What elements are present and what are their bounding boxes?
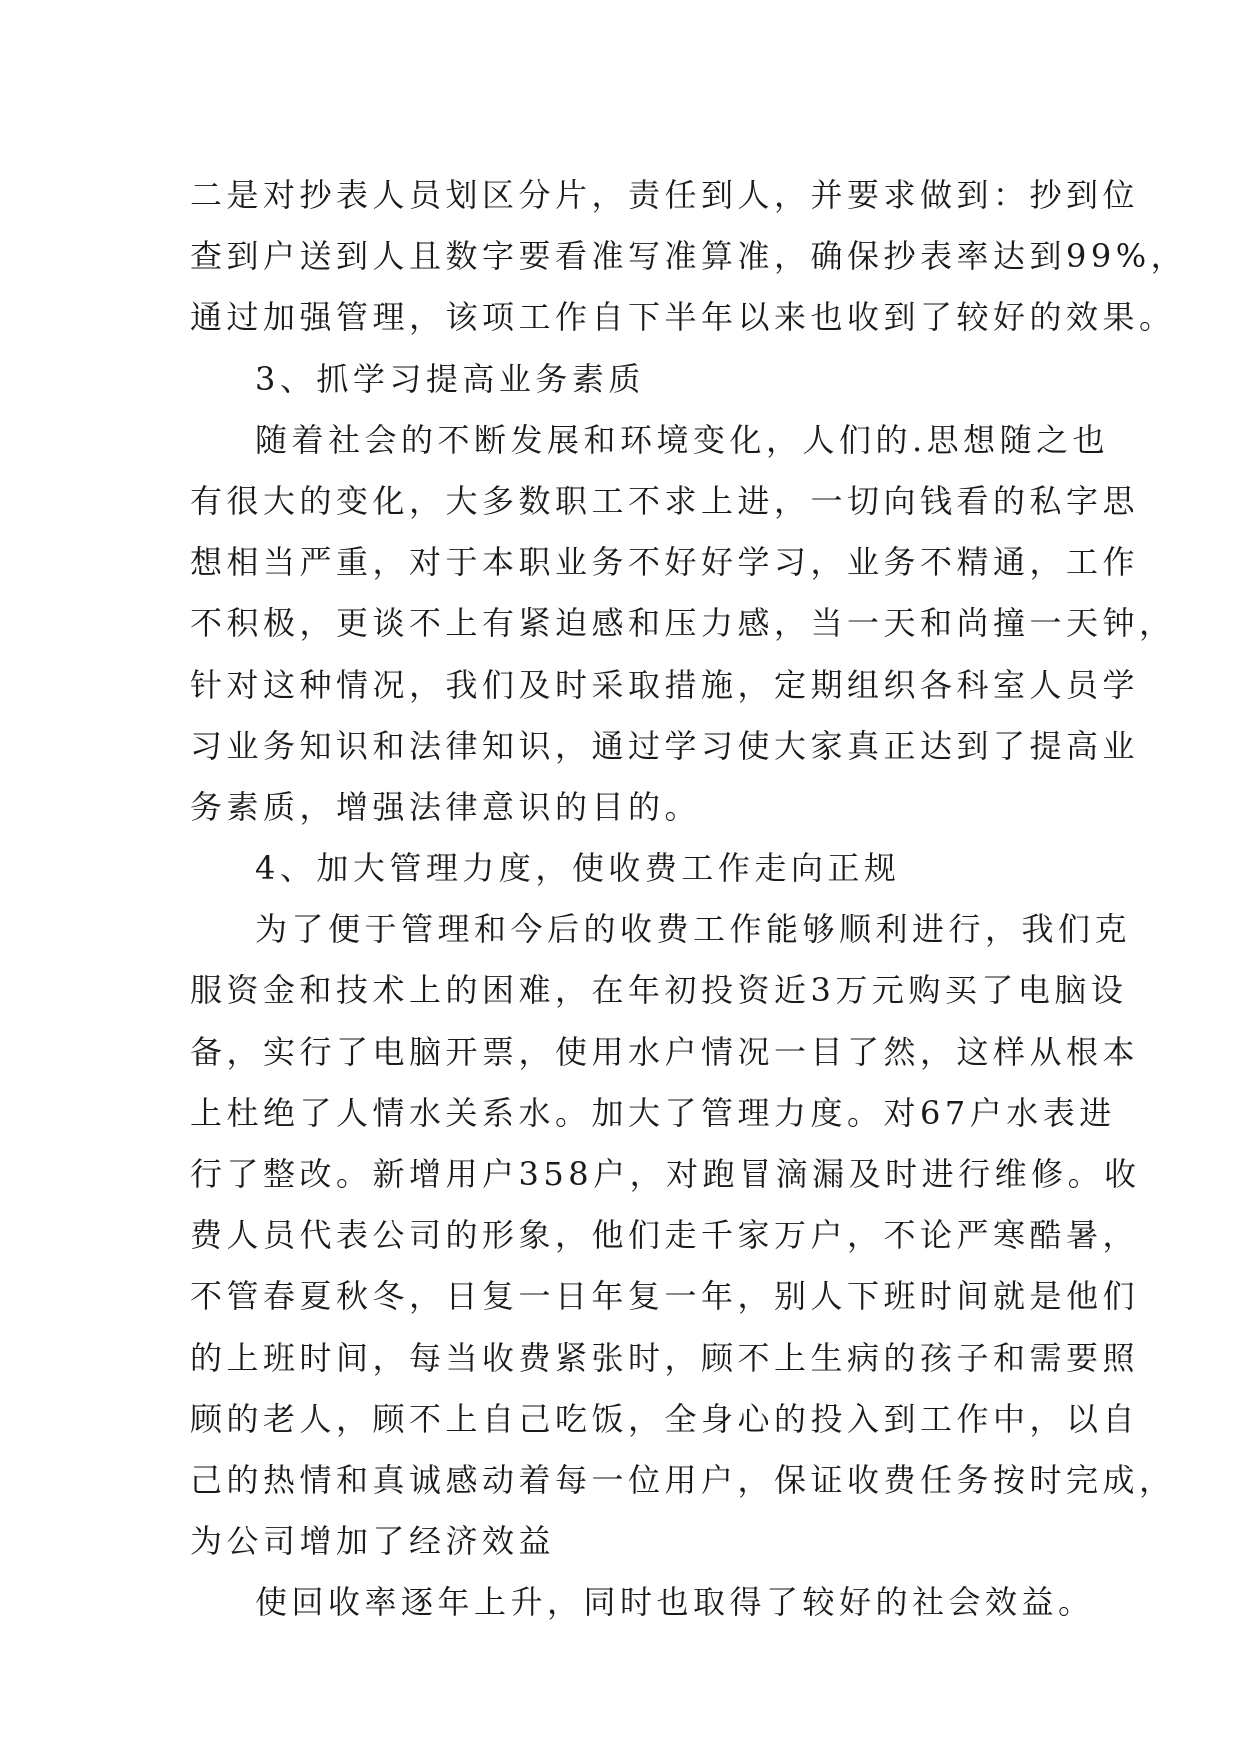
text-line: 使回收率逐年上升，同时也取得了较好的社会效益。: [255, 1583, 1095, 1622]
text-line: 行了整改。新增用户358户，对跑冒滴漏及时进行维修。收: [190, 1155, 1141, 1193]
text-line: 己的热情和真诚感动着每一位用户，保证收费任务按时完成，: [190, 1460, 1176, 1499]
text-line: 通过加强管理，该项工作自下半年以来也收到了较好的效果。: [190, 298, 1176, 337]
text-line: 为了便于管理和今后的收费工作能够顺利进行，我们克: [255, 910, 1132, 949]
section-heading: 3、抓学习提高业务素质: [255, 359, 645, 398]
text-line: 想相当严重，对于本职业务不好好学习，业务不精通，工作: [190, 543, 1140, 582]
text-line: 有很大的变化，大多数职工不求上进，一切向钱看的私字思: [190, 481, 1140, 520]
text-line: 针对这种情况，我们及时采取措施，定期组织各科室人员学: [190, 665, 1140, 704]
text-line: 服资金和技术上的困难，在年初投资近3万元购买了电脑设: [190, 971, 1128, 1010]
text-line: 查到户送到人且数字要看准写准算准，确保抄表率达到99%，: [190, 237, 1188, 276]
text-line: 随着社会的不断发展和环境变化，人们的.思想随之也: [255, 420, 1110, 459]
text-line: 为公司增加了经济效益: [190, 1522, 556, 1561]
text-line: 不管春夏秋冬，日复一日年复一年，别人下班时间就是他们: [190, 1277, 1140, 1316]
text-line: 备，实行了电脑开票，使用水户情况一目了然，这样从根本: [190, 1032, 1140, 1071]
text-line: 务素质，增强法律意识的目的。: [190, 787, 702, 826]
text-line: 费人员代表公司的形象，他们走千家万户，不论严寒酷暑，: [190, 1216, 1140, 1255]
text-line: 二是对抄表人员划区分片，责任到人，并要求做到：抄到位: [190, 176, 1140, 214]
document-body: [190, 165, 1188, 1634]
section-heading: 4、加大管理力度，使收费工作走向正规: [255, 849, 901, 888]
text-line: 的上班时间，每当收费紧张时，顾不上生病的孩子和需要照: [190, 1338, 1140, 1377]
text-line: 上杜绝了人情水关系水。加大了管理力度。对67户水表进: [190, 1093, 1116, 1132]
text-line: 习业务知识和法律知识，通过学习使大家真正达到了提高业: [190, 726, 1140, 765]
text-line: 不积极，更谈不上有紧迫感和压力感，当一天和尚撞一天钟，: [190, 604, 1176, 643]
text-line: 顾的老人，顾不上自己吃饭，全身心的投入到工作中，以自: [190, 1399, 1140, 1438]
